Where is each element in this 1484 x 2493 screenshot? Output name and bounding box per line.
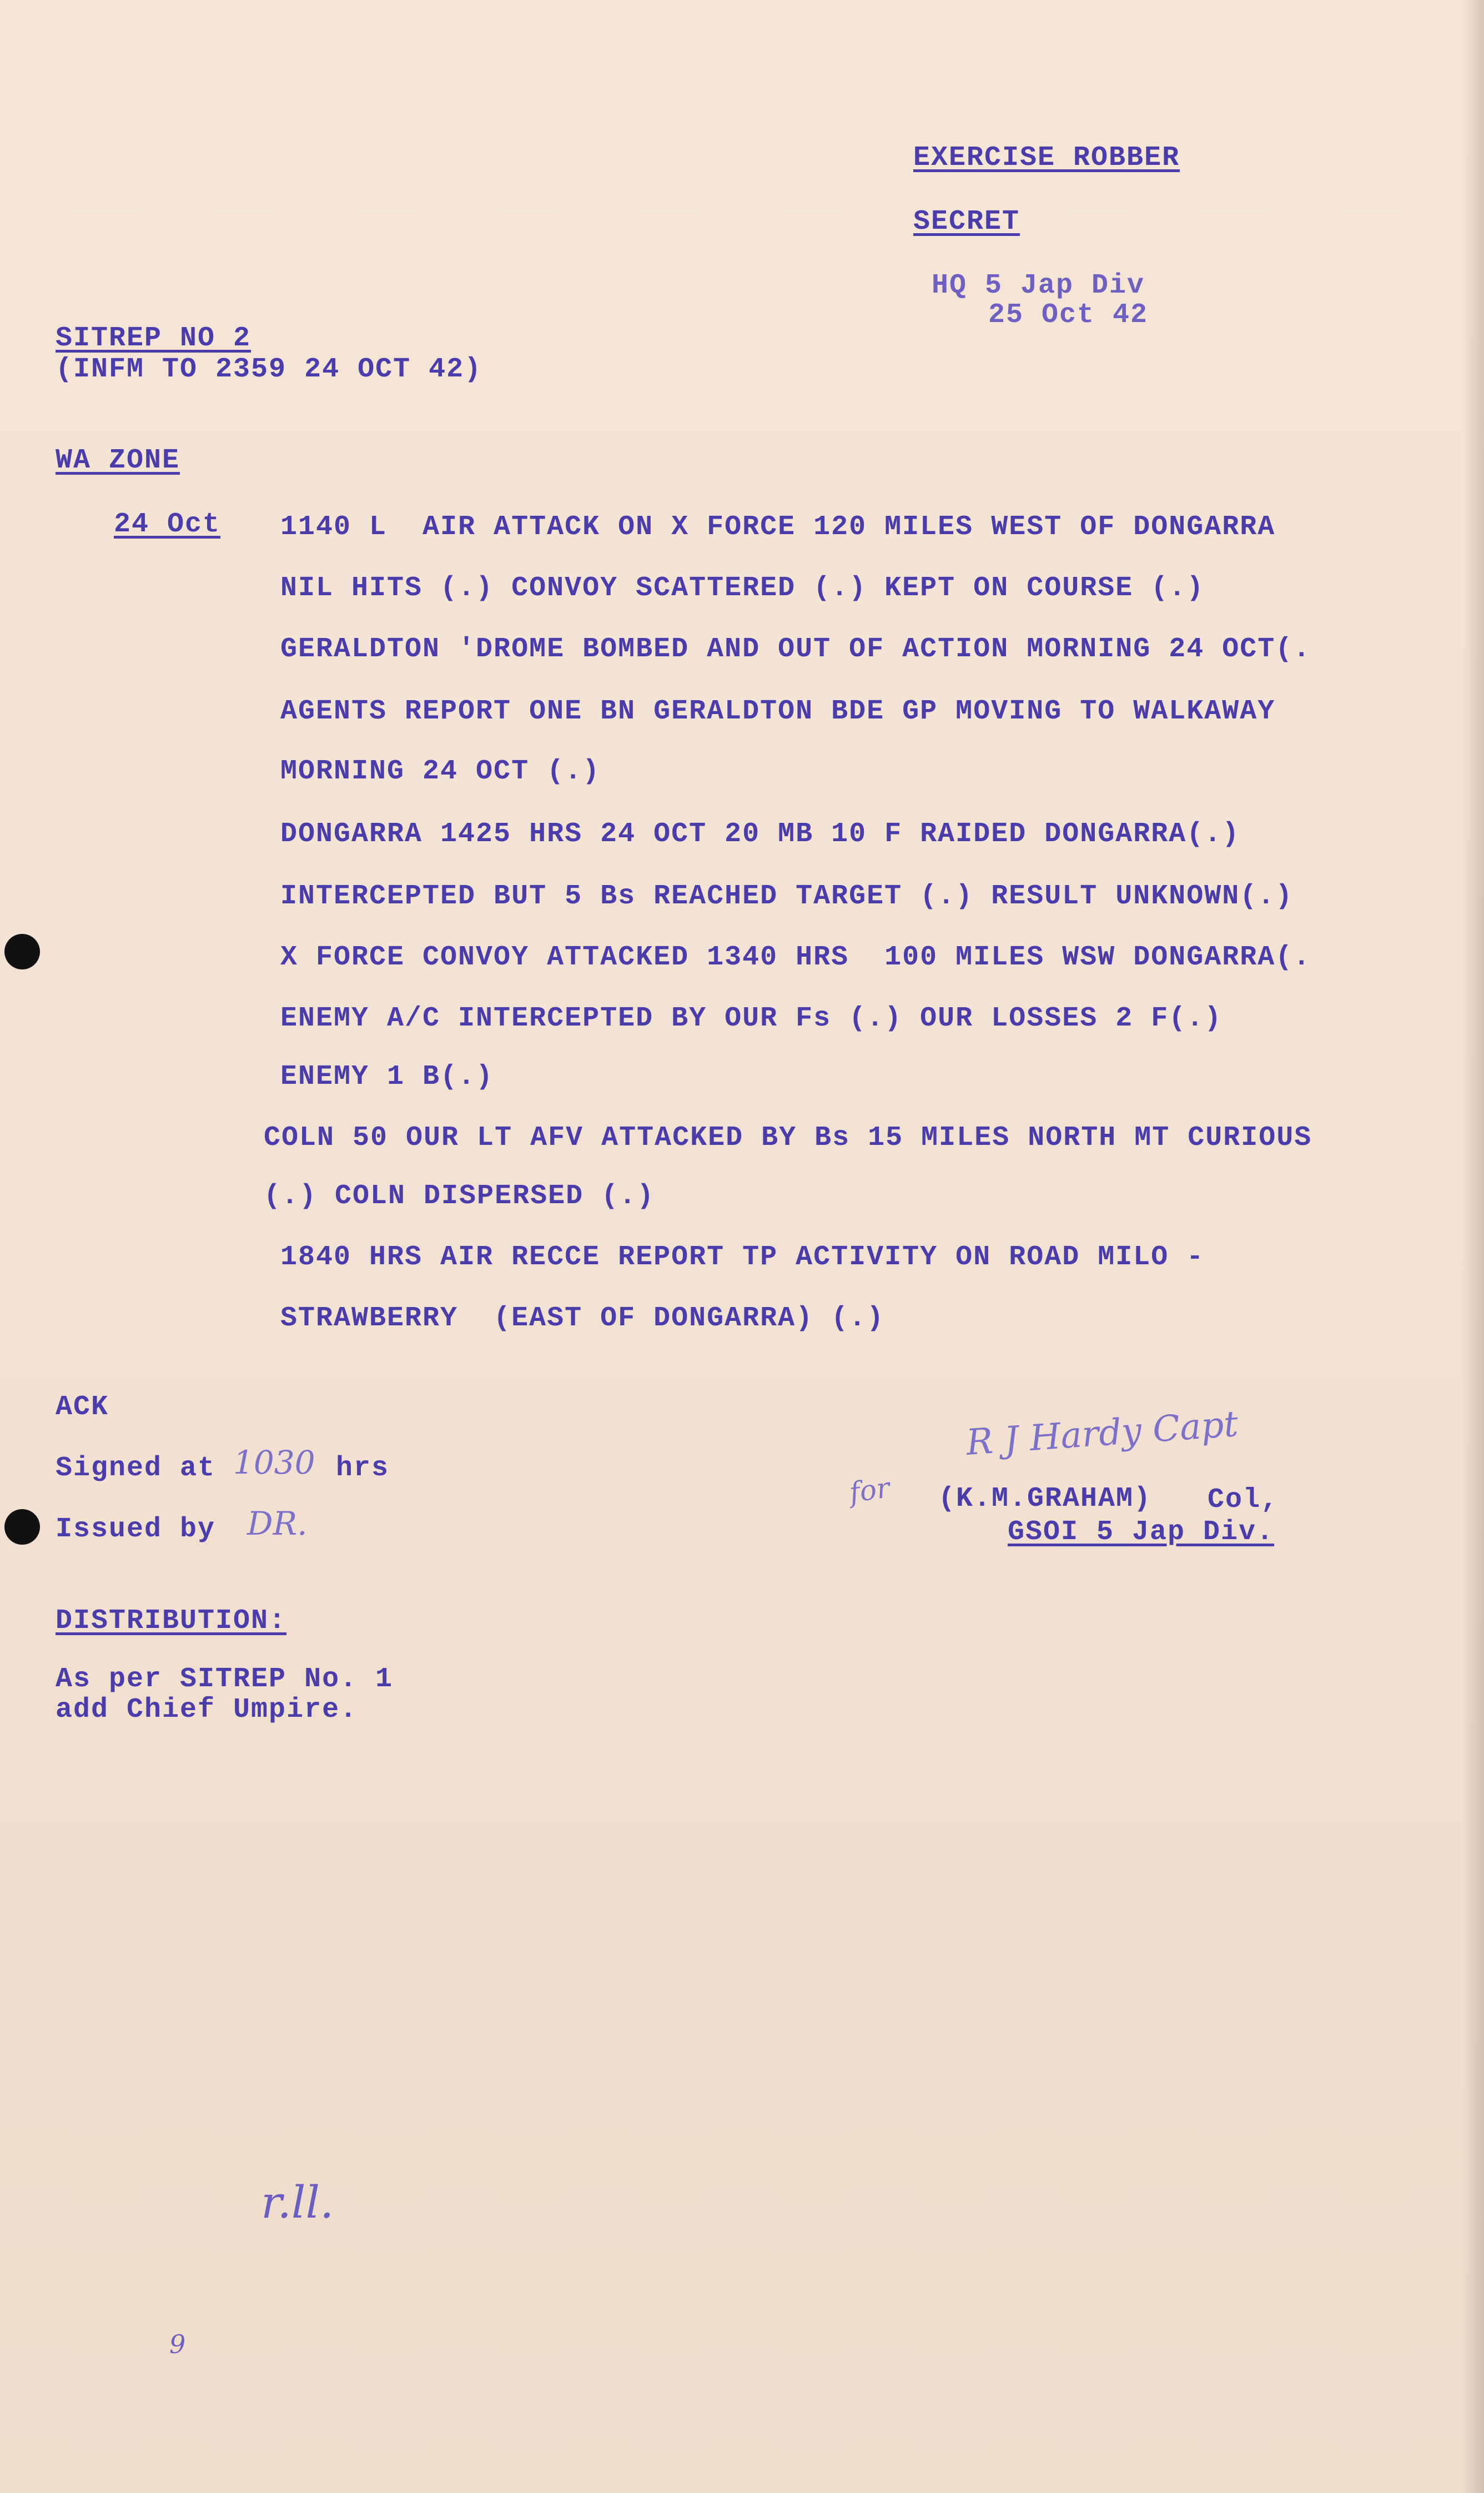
- report-line: AGENTS REPORT ONE BN GERALDTON BDE GP MOVING TO WALKAWAY: [280, 696, 1276, 727]
- page-edge: [1462, 0, 1484, 2493]
- exercise-heading: EXERCISE ROBBER: [913, 142, 1180, 174]
- issued-label: Issued by: [56, 1514, 216, 1545]
- classification: SECRET: [913, 206, 1020, 238]
- pencil-scribble: r.ll.: [261, 2177, 334, 2228]
- signature-initials: for: [847, 1471, 892, 1509]
- page-mark: 9: [169, 2329, 186, 2359]
- handwritten-signature: R J Hardy Capt: [965, 1403, 1240, 1464]
- distribution-line: add Chief Umpire.: [56, 1694, 358, 1726]
- ack-label: ACK: [56, 1391, 109, 1423]
- report-line: ENEMY A/C INTERCEPTED BY OUR Fs (.) OUR LOSSES 2 F(.): [280, 1003, 1223, 1034]
- report-line: 1140 L AIR ATTACK ON X FORCE 120 MILES WEST OF DONGARRA: [280, 511, 1276, 543]
- report-line: 1840 HRS AIR RECCE REPORT TP ACTIVITY ON ROAD MILO -: [280, 1242, 1205, 1273]
- report-line: NIL HITS (.) CONVOY SCATTERED (.) KEPT ON COURSE (.): [280, 572, 1205, 604]
- signatory-rank: Col,: [1208, 1484, 1279, 1516]
- report-line: (.) COLN DISPERSED (.): [264, 1180, 655, 1212]
- signed-unit: hrs: [336, 1452, 390, 1484]
- document-date: 25 Oct 42: [988, 299, 1149, 331]
- report-line: COLN 50 OUR LT AFV ATTACKED BY Bs 15 MILES NORTH MT CURIOUS: [264, 1122, 1312, 1154]
- punch-hole-top: [4, 934, 40, 969]
- report-line: ENEMY 1 B(.): [280, 1061, 494, 1093]
- report-line: GERALDTON 'DROME BOMBED AND OUT OF ACTION MORNING 24 OCT(.: [280, 634, 1311, 665]
- report-line: DONGARRA 1425 HRS 24 OCT 20 MB 10 F RAIDED DONGARRA(.): [280, 818, 1240, 850]
- sitrep-subtitle: (INFM TO 2359 24 OCT 42): [56, 354, 482, 385]
- sitrep-title: SITREP NO 2: [56, 323, 251, 354]
- report-line: MORNING 24 OCT (.): [280, 756, 601, 787]
- issued-by: DR.: [247, 1505, 308, 1542]
- distribution-line: As per SITREP No. 1: [56, 1663, 394, 1695]
- signed-time: 1030: [233, 1444, 315, 1481]
- report-line: INTERCEPTED BUT 5 Bs REACHED TARGET (.) RESULT UNKNOWN(.): [280, 881, 1294, 912]
- report-line: STRAWBERRY (EAST OF DONGARRA) (.): [280, 1303, 885, 1334]
- distribution-heading: DISTRIBUTION:: [56, 1605, 287, 1637]
- hq-line: HQ 5 Jap Div: [932, 270, 1145, 301]
- signatory-appointment: GSOI 5 Jap Div.: [1008, 1516, 1275, 1548]
- report-line: X FORCE CONVOY ATTACKED 1340 HRS 100 MILES WSW DONGARRA(.: [280, 942, 1311, 973]
- signed-label: Signed at: [56, 1452, 216, 1484]
- punch-hole-bottom: [4, 1509, 40, 1545]
- signatory-name: (K.M.GRAHAM): [938, 1483, 1152, 1515]
- zone-heading: WA ZONE: [56, 445, 180, 476]
- entry-date: 24 Oct: [114, 509, 221, 540]
